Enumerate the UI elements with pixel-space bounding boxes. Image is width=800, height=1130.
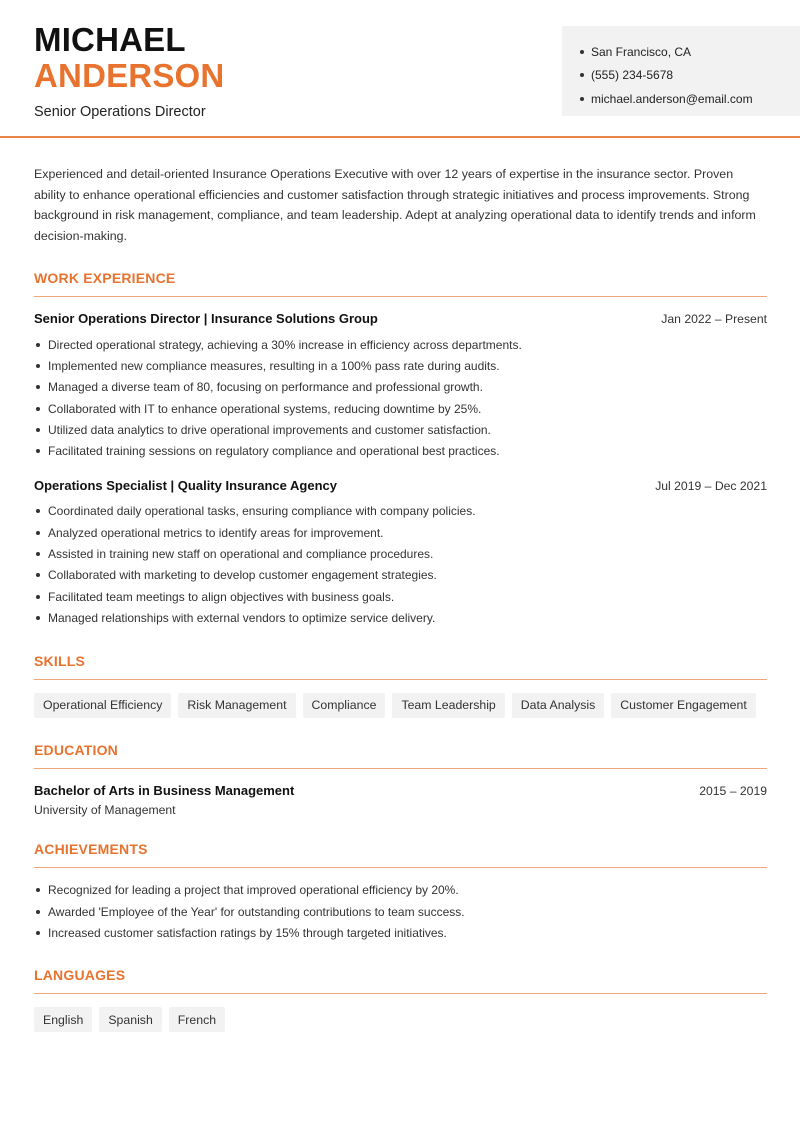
bullet-dot-icon [36, 595, 40, 599]
list-item-text: Assisted in training new staff on operational and compliance procedures. [48, 547, 434, 562]
job-role: Operations Specialist | Quality Insurance Agency [34, 477, 337, 493]
list-item [34, 522, 767, 543]
skill-chip: Compliance [303, 693, 386, 718]
achievement-bullets [34, 880, 767, 944]
skill-chip: Customer Engagement [611, 693, 755, 718]
list-item [34, 586, 767, 607]
list-item-text: Facilitated training sessions on regulatory compliance and operational best practices. [48, 444, 500, 459]
bullet-dot-icon [580, 73, 584, 77]
language-chip: Spanish [99, 1007, 161, 1032]
list-item-text: Directed operational strategy, achieving a 30% increase in efficiency across departments. [48, 337, 522, 352]
bullet-dot-icon [36, 343, 40, 347]
list-item [34, 419, 767, 440]
list-item [34, 440, 767, 461]
languages-section [34, 967, 767, 1032]
list-item-text: Managed a diverse team of 80, focusing on performance and professional growth. [48, 380, 483, 395]
list-item [34, 355, 767, 376]
job-bullets [34, 501, 767, 629]
bullet-dot-icon [36, 364, 40, 368]
bullet-dot-icon [36, 385, 40, 389]
job-bullets [34, 334, 767, 462]
list-item [34, 565, 767, 586]
resume-header [0, 0, 800, 138]
list-item-text: Awarded 'Employee of the Year' for outstanding contributions to team success. [48, 904, 465, 919]
skill-chip: Data Analysis [512, 693, 605, 718]
job-title: Senior Operations Director [34, 104, 206, 120]
education-school: University of Management [34, 802, 176, 817]
list-item [34, 377, 767, 398]
education-dates: 2015 – 2019 [699, 783, 767, 798]
job-dates: Jul 2019 – Dec 2021 [655, 478, 767, 493]
bullet-dot-icon [580, 50, 584, 54]
contact-location [580, 40, 753, 64]
section-title: ACHIEVEMENTS [34, 841, 767, 868]
bullet-dot-icon [36, 931, 40, 935]
bullet-dot-icon [36, 531, 40, 535]
list-item-text: Collaborated with IT to enhance operational systems, reducing downtime by 25%. [48, 401, 482, 416]
contact-email-text: michael.anderson@email.com [591, 91, 753, 106]
bullet-dot-icon [36, 449, 40, 453]
list-item [34, 922, 767, 943]
education-degree: Bachelor of Arts in Business Management [34, 782, 295, 798]
job-entry [34, 311, 767, 462]
list-item-text: Implemented new compliance measures, resulting in a 100% pass rate during audits. [48, 358, 500, 373]
list-item-text: Collaborated with marketing to develop customer engagement strategies. [48, 568, 437, 583]
list-item [34, 501, 767, 522]
list-item [34, 398, 767, 419]
list-item [34, 607, 767, 628]
bullet-dot-icon [36, 509, 40, 513]
list-item-text: Analyzed operational metrics to identify areas for improvement. [48, 525, 384, 540]
section-title: WORK EXPERIENCE [34, 270, 767, 297]
summary-paragraph: Experienced and detail-oriented Insurance Operations Executive with over 12 years of expertise in the insurance sector. Proven ability to enhance operational efficiencies and customer satisfaction through strategic initiatives and process improvements. Strong background in risk management, compliance, and team leadership. Adept at analyzing operational data to identify trends and inform decision-making. [34, 167, 756, 243]
bullet-dot-icon [36, 573, 40, 577]
list-item-text: Facilitated team meetings to align objectives with business goals. [48, 589, 395, 604]
education-header [34, 783, 767, 798]
job-header [34, 311, 767, 326]
list-item [34, 901, 767, 922]
first-name: MICHAEL [34, 21, 186, 58]
section-title: LANGUAGES [34, 967, 767, 994]
list-item-text: Recognized for leading a project that improved operational efficiency by 20%. [48, 883, 459, 898]
education-section [34, 742, 767, 817]
contact-phone [580, 64, 753, 88]
bullet-dot-icon [36, 910, 40, 914]
list-item-text: Managed relationships with external vendors to optimize service delivery. [48, 610, 436, 625]
contact-location-text: San Francisco, CA [591, 44, 692, 59]
bullet-dot-icon [36, 616, 40, 620]
contact-phone-text: (555) 234-5678 [591, 68, 674, 83]
achievements-section [34, 841, 767, 944]
list-item [34, 880, 767, 901]
language-chip: French [169, 1007, 225, 1032]
name-block [34, 22, 224, 120]
resume-content [34, 164, 767, 1032]
bullet-dot-icon [36, 888, 40, 892]
list-item-text: Increased customer satisfaction ratings by 15% through targeted initiatives. [48, 925, 447, 940]
skill-chip: Operational Efficiency [34, 693, 171, 718]
bullet-dot-icon [36, 428, 40, 432]
skills-chips [34, 693, 767, 718]
list-item [34, 543, 767, 564]
job-dates: Jan 2022 – Present [661, 312, 767, 326]
skill-chip: Team Leadership [392, 693, 504, 718]
contact-list [580, 40, 753, 111]
section-title: SKILLS [34, 653, 767, 680]
list-item [34, 334, 767, 355]
section-title: EDUCATION [34, 742, 767, 769]
list-item-text: Utilized data analytics to drive operational improvements and customer satisfaction. [48, 422, 491, 437]
language-chip: English [34, 1007, 92, 1032]
bullet-dot-icon [580, 97, 584, 101]
bullet-dot-icon [36, 552, 40, 556]
last-name: ANDERSON [34, 57, 225, 94]
job-entry [34, 478, 767, 629]
skills-section [34, 653, 767, 718]
list-item-text: Coordinated daily operational tasks, ensuring compliance with company policies. [48, 504, 476, 519]
contact-box [562, 26, 800, 116]
work-experience-section [34, 270, 767, 629]
contact-email [580, 87, 753, 111]
skill-chip: Risk Management [178, 693, 295, 718]
job-role: Senior Operations Director | Insurance Solutions Group [34, 311, 378, 326]
bullet-dot-icon [36, 407, 40, 411]
language-chips [34, 1007, 767, 1032]
job-header [34, 478, 767, 493]
